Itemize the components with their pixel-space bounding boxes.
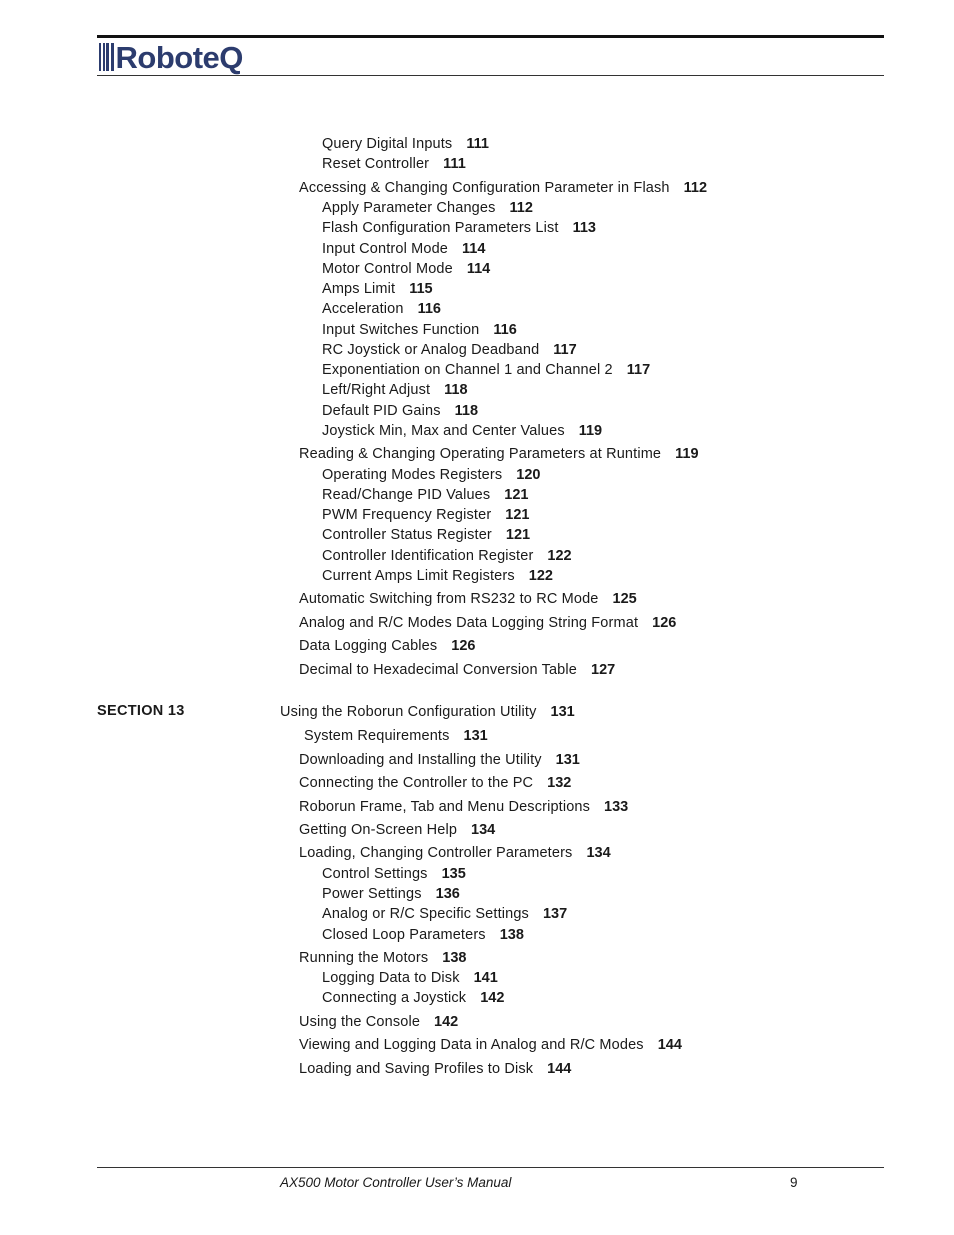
toc-entry[interactable] — [299, 445, 699, 463]
toc-entry[interactable] — [299, 844, 611, 862]
toc-entry[interactable] — [322, 402, 478, 420]
toc-entry-title: RC Joystick or Analog Deadband — [322, 342, 540, 358]
toc-entry-title: Data Logging Cables — [299, 638, 438, 654]
toc-entry-page: 121 — [505, 507, 530, 523]
toc-entry-page: 127 — [591, 662, 616, 678]
toc-entry-title: Using the Roborun Configuration Utility — [280, 704, 537, 720]
toc-entry-page: 132 — [547, 775, 572, 791]
toc-entry-title: Controller Identification Register — [322, 548, 534, 564]
toc-entry-title: Exponentiation on Channel 1 and Channel 2 — [322, 362, 613, 378]
toc-entry-title: Acceleration — [322, 301, 404, 317]
toc-entry-page: 144 — [547, 1061, 572, 1077]
toc-entry-page: 134 — [586, 845, 611, 861]
section-label: SECTION 13 — [97, 703, 185, 719]
toc-entry-title: Viewing and Logging Data in Analog and R/C Modes — [299, 1037, 644, 1053]
toc-entry[interactable] — [322, 466, 540, 484]
toc-entry-title: Analog or R/C Specific Settings — [322, 906, 529, 922]
toc-entry[interactable] — [299, 774, 571, 792]
toc-entry-page: 144 — [657, 1037, 682, 1053]
toc-entry-page: 113 — [572, 220, 596, 236]
toc-entry[interactable] — [322, 506, 530, 524]
toc-entry-page: 117 — [553, 342, 577, 358]
toc-entry-page: 131 — [550, 704, 575, 720]
footer-manual-title: AX500 Motor Controller User’s Manual — [280, 1175, 512, 1190]
toc-entry-title: Flash Configuration Parameters List — [322, 220, 559, 236]
toc-entry-page: 117 — [626, 362, 651, 378]
toc-entry[interactable] — [322, 969, 498, 987]
toc-entry[interactable] — [322, 526, 530, 544]
toc-entry-title: Power Settings — [322, 886, 422, 902]
logo-text: RoboteQ — [115, 39, 243, 75]
toc-entry-page: 114 — [462, 241, 486, 257]
toc-entry-title: System Requirements — [304, 728, 450, 744]
toc-entry-title: Control Settings — [322, 866, 428, 882]
toc-entry-title: Running the Motors — [299, 950, 429, 966]
toc-entry[interactable] — [299, 637, 475, 655]
toc-entry[interactable] — [322, 905, 567, 923]
toc-entry[interactable] — [299, 1060, 571, 1078]
toc-entry-page: 111 — [466, 136, 489, 152]
toc-entry-title: Read/Change PID Values — [322, 487, 491, 503]
toc-entry-title: Getting On-Screen Help — [299, 822, 458, 838]
toc-entry-page: 133 — [604, 799, 629, 815]
toc-entry[interactable] — [299, 614, 676, 632]
toc-entry-title: Reading & Changing Operating Parameters at Runtime — [299, 446, 662, 462]
toc-entry-title: Using the Console — [299, 1014, 421, 1030]
toc-entry-title: Downloading and Installing the Utility — [299, 752, 542, 768]
toc-entry-title: Logging Data to Disk — [322, 970, 460, 986]
toc-entry-page: 122 — [547, 548, 572, 564]
toc-entry[interactable] — [322, 865, 466, 883]
toc-entry-page: 142 — [434, 1014, 459, 1030]
toc-entry-title: Accessing & Changing Configuration Parameter in Flash — [299, 180, 670, 196]
toc-entry-title: Connecting the Controller to the PC — [299, 775, 534, 791]
toc-entry-page: 118 — [444, 382, 468, 398]
toc-entry-page: 119 — [675, 446, 699, 462]
toc-entry-page: 138 — [499, 927, 524, 943]
toc-entry-title: Decimal to Hexadecimal Conversion Table — [299, 662, 577, 678]
toc-entry-page: 136 — [435, 886, 460, 902]
toc-entry-page: 142 — [480, 990, 505, 1006]
toc-entry-title: Joystick Min, Max and Center Values — [322, 423, 565, 439]
toc-entry-page: 119 — [578, 423, 603, 439]
toc-entry-page: 134 — [471, 822, 496, 838]
toc-entry[interactable] — [322, 926, 524, 944]
toc-entry[interactable] — [322, 280, 433, 298]
toc-entry[interactable] — [299, 821, 495, 839]
toc-entry-title: Loading, Changing Controller Parameters — [299, 845, 573, 861]
toc-entry-title: Left/Right Adjust — [322, 382, 431, 398]
toc-entry-title: Reset Controller — [322, 156, 430, 172]
toc-entry-page: 131 — [463, 728, 488, 744]
toc-entry-page: 112 — [509, 200, 533, 216]
toc-entry[interactable] — [299, 751, 580, 769]
toc-entry-title: Amps Limit — [322, 281, 396, 297]
toc-entry-title: Query Digital Inputs — [322, 136, 453, 152]
toc-entry[interactable] — [322, 547, 572, 565]
toc-entry[interactable] — [322, 567, 553, 585]
toc-entry-page: 121 — [505, 527, 531, 543]
toc-entry-page: 126 — [652, 615, 677, 631]
toc-entry-title: Motor Control Mode — [322, 261, 453, 277]
toc-entry-title: Default PID Gains — [322, 403, 441, 419]
toc-entry[interactable] — [299, 590, 637, 608]
toc-entry-title: Operating Modes Registers — [322, 467, 503, 483]
toc-entry-page: 125 — [612, 591, 637, 607]
toc-entry-title: Connecting a Joystick — [322, 990, 467, 1006]
toc-entry[interactable] — [304, 727, 488, 745]
toc-entry[interactable] — [322, 885, 460, 903]
toc-entry[interactable] — [322, 361, 650, 379]
toc-entry[interactable] — [322, 321, 517, 339]
toc-entry-page: 135 — [441, 866, 466, 882]
toc-entry-title: Current Amps Limit Registers — [322, 568, 515, 584]
toc-entry-page: 126 — [451, 638, 476, 654]
toc-entry[interactable] — [322, 219, 596, 237]
toc-entry[interactable] — [322, 199, 533, 217]
toc-entry[interactable] — [322, 135, 489, 153]
footer-rule — [97, 1167, 884, 1168]
toc-entry-page: 114 — [466, 261, 491, 277]
toc-entry-title: Analog and R/C Modes Data Logging String Format — [299, 615, 639, 631]
toc-entry[interactable] — [299, 1036, 682, 1054]
toc-entry[interactable] — [322, 260, 490, 278]
toc-entry-title: Automatic Switching from RS232 to RC Mode — [299, 591, 599, 607]
toc-entry[interactable] — [280, 703, 575, 721]
toc-entry-title: Controller Status Register — [322, 527, 492, 543]
toc-entry-page: 138 — [442, 950, 467, 966]
toc-entry[interactable] — [299, 661, 615, 679]
toc-entry[interactable] — [322, 989, 504, 1007]
toc-entry[interactable] — [299, 1013, 458, 1031]
toc-entry-title: Closed Loop Parameters — [322, 927, 486, 943]
toc-entry-title: Roborun Frame, Tab and Menu Descriptions — [299, 799, 591, 815]
toc-entry-page: 115 — [409, 281, 433, 297]
toc-entry[interactable] — [322, 240, 485, 258]
toc-entry-page: 137 — [542, 906, 568, 922]
footer-page-number: 9 — [790, 1175, 798, 1190]
toc-entry[interactable] — [299, 949, 466, 967]
toc-entry[interactable] — [322, 300, 441, 318]
toc-entry-page: 131 — [555, 752, 580, 768]
toc-entry-title: PWM Frequency Register — [322, 507, 492, 523]
toc-entry[interactable] — [322, 486, 528, 504]
toc-entry-page: 112 — [683, 180, 708, 196]
toc-entry[interactable] — [322, 422, 602, 440]
toc-entry-page: 118 — [454, 403, 479, 419]
toc-entry-page: 116 — [417, 301, 441, 317]
toc-entry-page: 141 — [473, 970, 498, 986]
toc-entry[interactable] — [322, 341, 577, 359]
toc-entry[interactable] — [322, 381, 468, 399]
toc-entry[interactable] — [299, 798, 628, 816]
toc-entry-title: Input Control Mode — [322, 241, 449, 257]
toc-entry-page: 121 — [504, 487, 529, 503]
toc-entry[interactable] — [322, 155, 466, 173]
toc-entry[interactable] — [299, 179, 707, 197]
toc-entry-title: Apply Parameter Changes — [322, 200, 496, 216]
toc-entry-title: Input Switches Function — [322, 322, 480, 338]
toc-entry-page: 116 — [493, 322, 517, 338]
toc-entry-page: 111 — [443, 156, 466, 172]
toc-entry-title: Loading and Saving Profiles to Disk — [299, 1061, 534, 1077]
toc-entry-page: 120 — [516, 467, 541, 483]
toc-entry-page: 122 — [528, 568, 553, 584]
